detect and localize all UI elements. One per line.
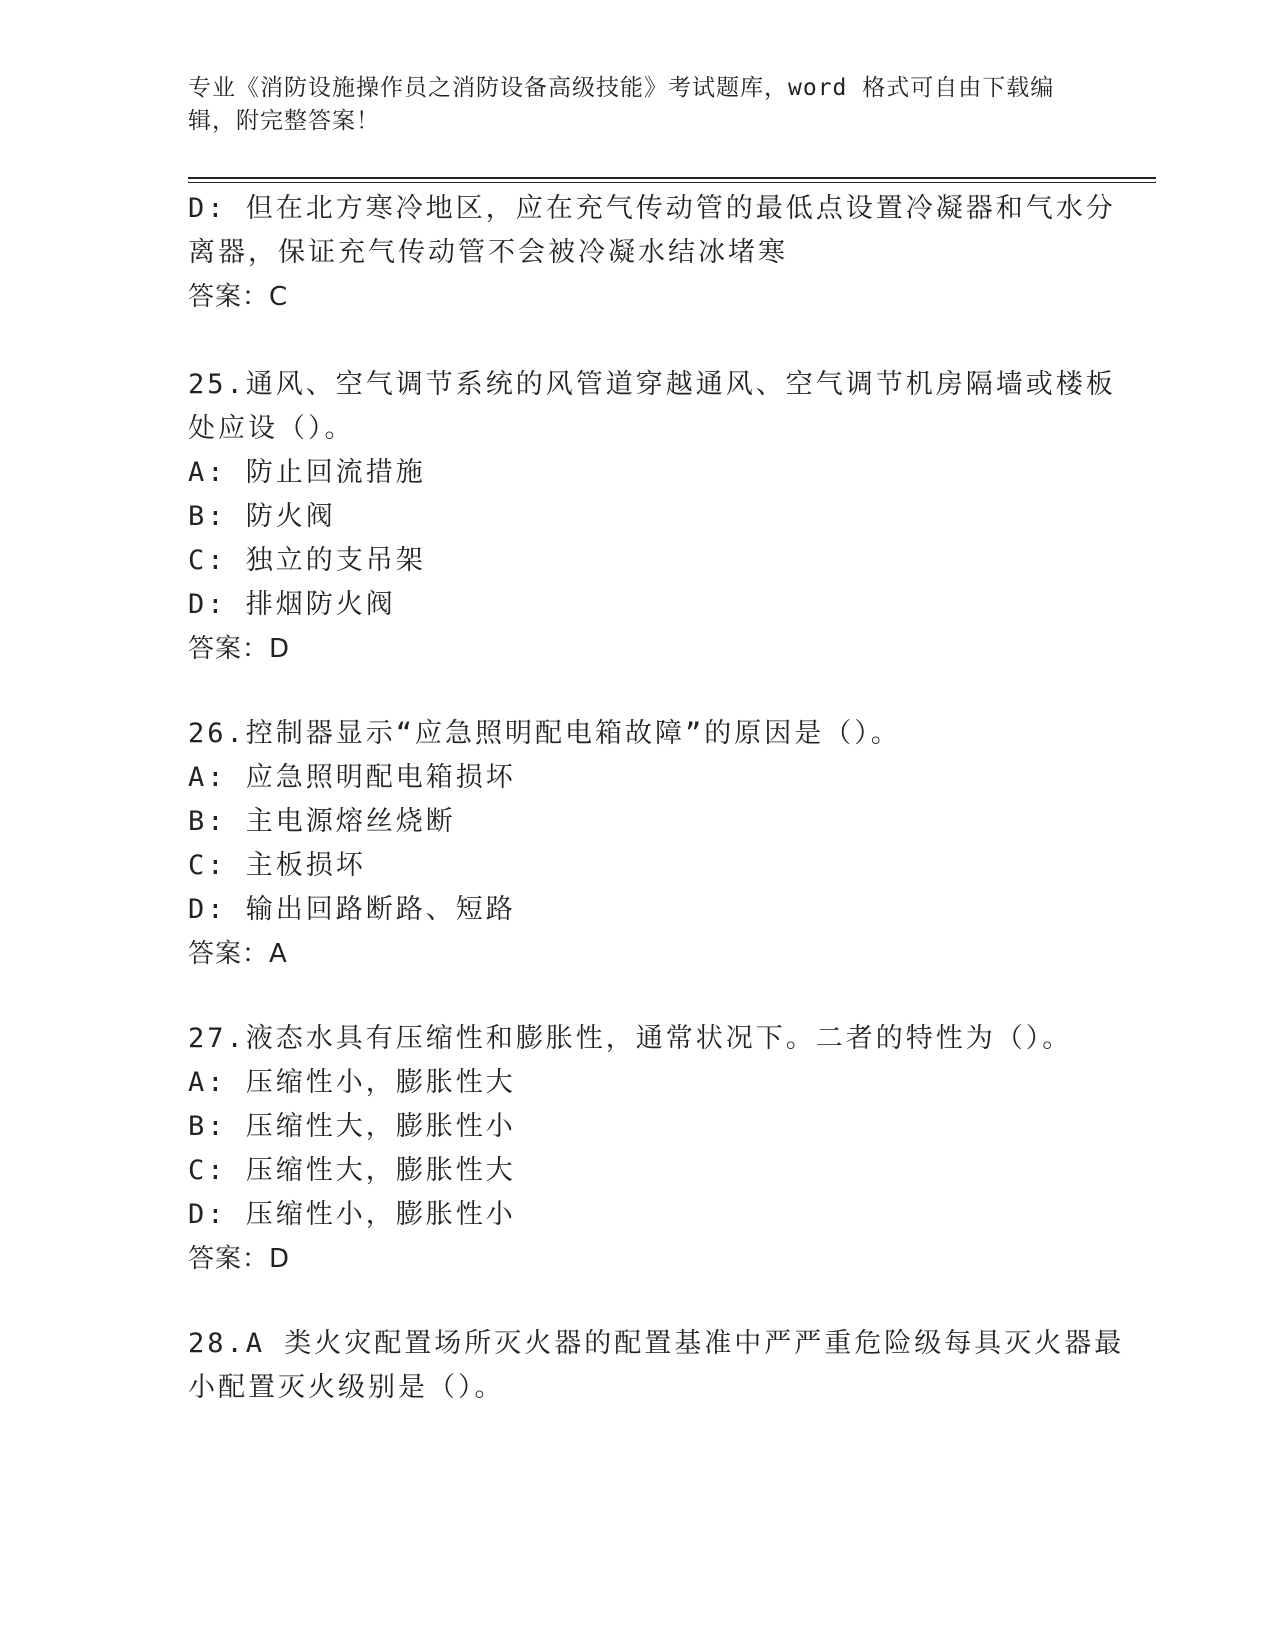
question-27-answer: 答案：D <box>188 1244 291 1274</box>
header-divider-thick <box>188 177 1156 179</box>
question-27-option-d: D: 压缩性小，膨胀性小 <box>188 1199 516 1230</box>
prev-option-d-line-2: 离器，保证充气传动管不会被冷凝水结冰堵寒 <box>188 237 788 268</box>
question-27-option-a: A: 压缩性小，膨胀性大 <box>188 1067 516 1098</box>
question-25-option-a: A: 防止回流措施 <box>188 457 426 488</box>
question-25-option-c: C: 独立的支吊架 <box>188 545 426 576</box>
question-28-stem-line-1: 28.A 类火灾配置场所灭火器的配置基准中严严重危险级每具灭火器最 <box>188 1328 1125 1359</box>
question-26-option-c: C: 主板损坏 <box>188 850 366 881</box>
question-28-stem-line-2: 小配置灭火级别是（）。 <box>188 1372 505 1403</box>
question-26-option-b: B: 主电源熔丝烧断 <box>188 806 456 837</box>
question-27-stem-line-1: 27.液态水具有压缩性和膨胀性，通常状况下。二者的特性为（）。 <box>188 1023 1073 1054</box>
question-25-stem-line-1: 25.通风、空气调节系统的风管道穿越通风、空气调节机房隔墙或楼板 <box>188 369 1116 400</box>
question-26-option-d: D: 输出回路断路、短路 <box>188 894 516 925</box>
question-27-option-b: B: 压缩性大，膨胀性小 <box>188 1111 516 1142</box>
question-27-option-c: C: 压缩性大，膨胀性大 <box>188 1155 516 1186</box>
question-25-stem-line-2: 处应设（）。 <box>188 413 355 444</box>
question-25-option-b: B: 防火阀 <box>188 501 336 532</box>
prev-answer: 答案：C <box>188 282 289 312</box>
header-line-1: 专业《消防设施操作员之消防设备高级技能》考试题库，word 格式可自由下载编 <box>188 75 1055 101</box>
prev-option-d-line-1: D: 但在北方寒冷地区，应在充气传动管的最低点设置冷凝器和气水分 <box>188 193 1116 224</box>
header-divider-thin <box>188 182 1156 183</box>
document-header <box>188 72 1088 138</box>
question-25-option-d: D: 排烟防火阀 <box>188 589 396 620</box>
question-26-option-a: A: 应急照明配电箱损坏 <box>188 762 516 793</box>
question-26-answer: 答案：A <box>188 939 288 969</box>
question-25-answer: 答案：D <box>188 634 291 664</box>
header-line-2: 辑，附完整答案！ <box>188 108 380 134</box>
question-26-stem-line-1: 26.控制器显示“应急照明配电箱故障”的原因是（）。 <box>188 718 901 749</box>
